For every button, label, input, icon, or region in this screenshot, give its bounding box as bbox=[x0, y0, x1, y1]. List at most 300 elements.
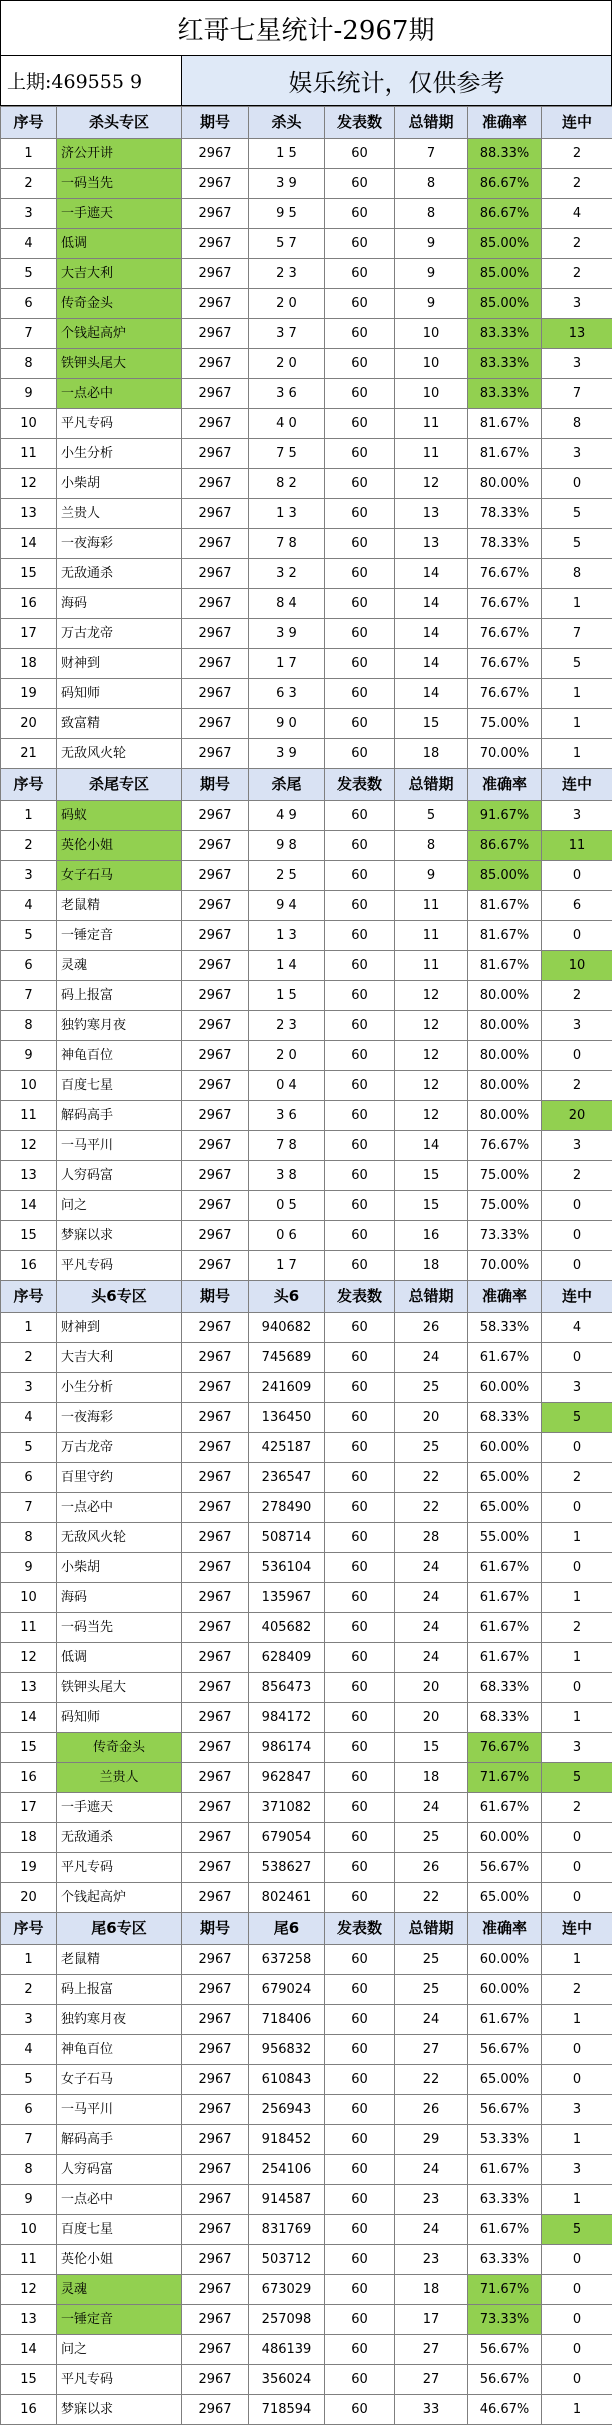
miss-cell: 12 bbox=[395, 1071, 468, 1101]
rank-cell: 7 bbox=[1, 981, 57, 1011]
table-row bbox=[1, 1433, 612, 1463]
period-cell: 2967 bbox=[182, 1433, 249, 1463]
accuracy-cell: 56.67% bbox=[468, 2095, 542, 2125]
pick-cell: 3 9 bbox=[249, 739, 325, 769]
pick-cell: 241609 bbox=[249, 1373, 325, 1403]
rank-cell: 10 bbox=[1, 409, 57, 439]
pick-cell: 984172 bbox=[249, 1703, 325, 1733]
streak-cell: 0 bbox=[542, 1823, 612, 1853]
accuracy-cell: 61.67% bbox=[468, 1793, 542, 1823]
pick-cell: 4 9 bbox=[249, 801, 325, 831]
name-cell: 英伦小姐 bbox=[57, 2245, 182, 2275]
count-cell: 60 bbox=[325, 2335, 395, 2365]
streak-cell: 2 bbox=[542, 1975, 612, 2005]
table-row bbox=[1, 1703, 612, 1733]
rank-cell: 7 bbox=[1, 1493, 57, 1523]
count-cell: 60 bbox=[325, 981, 395, 1011]
count-cell: 60 bbox=[325, 1251, 395, 1281]
period-cell: 2967 bbox=[182, 2275, 249, 2305]
accuracy-cell: 58.33% bbox=[468, 1313, 542, 1343]
name-cell: 大吉大利 bbox=[57, 259, 182, 289]
pick-cell: 7 5 bbox=[249, 439, 325, 469]
miss-cell: 14 bbox=[395, 679, 468, 709]
miss-cell: 14 bbox=[395, 619, 468, 649]
accuracy-cell: 56.67% bbox=[468, 2035, 542, 2065]
streak-cell: 2 bbox=[542, 169, 612, 199]
table-row bbox=[1, 1853, 612, 1883]
count-cell: 60 bbox=[325, 1373, 395, 1403]
period-cell: 2967 bbox=[182, 2185, 249, 2215]
table-row bbox=[1, 1823, 612, 1853]
name-cell: 人穷码富 bbox=[57, 2155, 182, 2185]
rank-cell: 10 bbox=[1, 1071, 57, 1101]
accuracy-cell: 61.67% bbox=[468, 1553, 542, 1583]
miss-cell: 18 bbox=[395, 2275, 468, 2305]
name-cell: 问之 bbox=[57, 1191, 182, 1221]
rank-cell: 17 bbox=[1, 619, 57, 649]
count-cell: 60 bbox=[325, 1403, 395, 1433]
accuracy-cell: 71.67% bbox=[468, 2275, 542, 2305]
section-header-row bbox=[1, 769, 612, 801]
accuracy-cell: 60.00% bbox=[468, 1433, 542, 1463]
accuracy-cell: 60.00% bbox=[468, 1823, 542, 1853]
pick-cell: 628409 bbox=[249, 1643, 325, 1673]
pick-cell: 508714 bbox=[249, 1523, 325, 1553]
count-cell: 60 bbox=[325, 229, 395, 259]
miss-cell: 8 bbox=[395, 831, 468, 861]
count-cell: 60 bbox=[325, 2305, 395, 2335]
miss-cell: 33 bbox=[395, 2395, 468, 2425]
name-cell: 低调 bbox=[57, 1643, 182, 1673]
period-cell: 2967 bbox=[182, 439, 249, 469]
table-row bbox=[1, 2125, 612, 2155]
table-row bbox=[1, 199, 612, 229]
rank-cell: 11 bbox=[1, 439, 57, 469]
streak-cell: 0 bbox=[542, 2065, 612, 2095]
pick-cell: 9 8 bbox=[249, 831, 325, 861]
accuracy-cell: 83.33% bbox=[468, 349, 542, 379]
accuracy-cell: 80.00% bbox=[468, 1071, 542, 1101]
streak-cell: 0 bbox=[542, 1673, 612, 1703]
pick-cell: 679024 bbox=[249, 1975, 325, 2005]
period-cell: 2967 bbox=[182, 169, 249, 199]
table-row bbox=[1, 289, 612, 319]
accuracy-cell: 81.67% bbox=[468, 921, 542, 951]
name-cell: 神龟百位 bbox=[57, 1041, 182, 1071]
accuracy-cell: 81.67% bbox=[468, 951, 542, 981]
column-header: 连中 bbox=[542, 107, 612, 139]
rank-cell: 18 bbox=[1, 649, 57, 679]
count-cell: 60 bbox=[325, 1643, 395, 1673]
name-cell: 码上报富 bbox=[57, 1975, 182, 2005]
column-header: 总错期 bbox=[395, 107, 468, 139]
pick-cell: 1 3 bbox=[249, 921, 325, 951]
miss-cell: 24 bbox=[395, 2215, 468, 2245]
pick-cell: 7 8 bbox=[249, 529, 325, 559]
miss-cell: 11 bbox=[395, 951, 468, 981]
period-cell: 2967 bbox=[182, 2125, 249, 2155]
miss-cell: 11 bbox=[395, 921, 468, 951]
miss-cell: 13 bbox=[395, 499, 468, 529]
name-cell: 万古龙帝 bbox=[57, 1433, 182, 1463]
accuracy-cell: 80.00% bbox=[468, 1041, 542, 1071]
column-header: 杀尾 bbox=[249, 769, 325, 801]
rank-cell: 13 bbox=[1, 1673, 57, 1703]
name-cell: 灵魂 bbox=[57, 951, 182, 981]
streak-cell: 4 bbox=[542, 199, 612, 229]
accuracy-cell: 78.33% bbox=[468, 499, 542, 529]
miss-cell: 12 bbox=[395, 469, 468, 499]
miss-cell: 24 bbox=[395, 1613, 468, 1643]
pick-cell: 3 9 bbox=[249, 169, 325, 199]
miss-cell: 14 bbox=[395, 559, 468, 589]
count-cell: 60 bbox=[325, 1673, 395, 1703]
streak-cell: 0 bbox=[542, 469, 612, 499]
accuracy-cell: 75.00% bbox=[468, 709, 542, 739]
count-cell: 60 bbox=[325, 2155, 395, 2185]
period-cell: 2967 bbox=[182, 2005, 249, 2035]
count-cell: 60 bbox=[325, 349, 395, 379]
period-cell: 2967 bbox=[182, 1975, 249, 2005]
streak-cell: 0 bbox=[542, 2275, 612, 2305]
miss-cell: 10 bbox=[395, 349, 468, 379]
name-cell: 铁钾头尾大 bbox=[57, 349, 182, 379]
streak-cell: 3 bbox=[542, 1011, 612, 1041]
pick-cell: 503712 bbox=[249, 2245, 325, 2275]
rank-cell: 11 bbox=[1, 1101, 57, 1131]
accuracy-cell: 75.00% bbox=[468, 1161, 542, 1191]
column-header: 期号 bbox=[182, 769, 249, 801]
period-cell: 2967 bbox=[182, 649, 249, 679]
count-cell: 60 bbox=[325, 2215, 395, 2245]
accuracy-cell: 65.00% bbox=[468, 1463, 542, 1493]
miss-cell: 18 bbox=[395, 1763, 468, 1793]
name-cell: 百里守约 bbox=[57, 1463, 182, 1493]
pick-cell: 679054 bbox=[249, 1823, 325, 1853]
rank-cell: 21 bbox=[1, 739, 57, 769]
accuracy-cell: 81.67% bbox=[468, 439, 542, 469]
miss-cell: 5 bbox=[395, 801, 468, 831]
streak-cell: 4 bbox=[542, 1313, 612, 1343]
accuracy-cell: 81.67% bbox=[468, 891, 542, 921]
count-cell: 60 bbox=[325, 1131, 395, 1161]
name-cell: 人穷码富 bbox=[57, 1161, 182, 1191]
table-row bbox=[1, 1191, 612, 1221]
rank-cell: 19 bbox=[1, 679, 57, 709]
accuracy-cell: 73.33% bbox=[468, 2305, 542, 2335]
rank-cell: 13 bbox=[1, 499, 57, 529]
count-cell: 60 bbox=[325, 891, 395, 921]
period-cell: 2967 bbox=[182, 409, 249, 439]
count-cell: 60 bbox=[325, 1793, 395, 1823]
rank-cell: 8 bbox=[1, 349, 57, 379]
period-cell: 2967 bbox=[182, 1523, 249, 1553]
pick-cell: 1 5 bbox=[249, 139, 325, 169]
streak-cell: 1 bbox=[542, 2125, 612, 2155]
accuracy-cell: 65.00% bbox=[468, 1493, 542, 1523]
rank-cell: 15 bbox=[1, 559, 57, 589]
period-cell: 2967 bbox=[182, 2365, 249, 2395]
count-cell: 60 bbox=[325, 709, 395, 739]
accuracy-cell: 76.67% bbox=[468, 589, 542, 619]
period-cell: 2967 bbox=[182, 229, 249, 259]
streak-cell: 1 bbox=[542, 2005, 612, 2035]
accuracy-cell: 75.00% bbox=[468, 1191, 542, 1221]
pick-cell: 2 0 bbox=[249, 289, 325, 319]
rank-cell: 16 bbox=[1, 2395, 57, 2425]
section-header-row bbox=[1, 1913, 612, 1945]
accuracy-cell: 56.67% bbox=[468, 1853, 542, 1883]
table-row bbox=[1, 1673, 612, 1703]
pick-cell: 3 2 bbox=[249, 559, 325, 589]
accuracy-cell: 85.00% bbox=[468, 289, 542, 319]
accuracy-cell: 80.00% bbox=[468, 1101, 542, 1131]
section-header-row bbox=[1, 1281, 612, 1313]
streak-cell: 0 bbox=[542, 861, 612, 891]
column-header: 准确率 bbox=[468, 1913, 542, 1945]
accuracy-cell: 61.67% bbox=[468, 1583, 542, 1613]
name-cell: 解码高手 bbox=[57, 2125, 182, 2155]
pick-cell: 9 4 bbox=[249, 891, 325, 921]
accuracy-cell: 80.00% bbox=[468, 1011, 542, 1041]
count-cell: 60 bbox=[325, 831, 395, 861]
accuracy-cell: 86.67% bbox=[468, 169, 542, 199]
name-cell: 女子石马 bbox=[57, 2065, 182, 2095]
pick-cell: 0 4 bbox=[249, 1071, 325, 1101]
streak-cell: 0 bbox=[542, 2335, 612, 2365]
name-cell: 平凡专码 bbox=[57, 409, 182, 439]
count-cell: 60 bbox=[325, 2365, 395, 2395]
pick-cell: 718406 bbox=[249, 2005, 325, 2035]
table-row bbox=[1, 2185, 612, 2215]
period-cell: 2967 bbox=[182, 1945, 249, 1975]
rank-cell: 15 bbox=[1, 2365, 57, 2395]
rank-cell: 3 bbox=[1, 199, 57, 229]
name-cell: 一锤定音 bbox=[57, 2305, 182, 2335]
name-cell: 海码 bbox=[57, 1583, 182, 1613]
streak-cell: 0 bbox=[542, 1343, 612, 1373]
period-cell: 2967 bbox=[182, 1673, 249, 1703]
period-cell: 2967 bbox=[182, 951, 249, 981]
accuracy-cell: 61.67% bbox=[468, 1643, 542, 1673]
miss-cell: 17 bbox=[395, 2305, 468, 2335]
accuracy-cell: 76.67% bbox=[468, 1131, 542, 1161]
miss-cell: 25 bbox=[395, 1433, 468, 1463]
name-cell: 财神到 bbox=[57, 649, 182, 679]
streak-cell: 2 bbox=[542, 1793, 612, 1823]
period-cell: 2967 bbox=[182, 2335, 249, 2365]
name-cell: 码上报富 bbox=[57, 981, 182, 1011]
miss-cell: 28 bbox=[395, 1523, 468, 1553]
period-cell: 2967 bbox=[182, 1553, 249, 1583]
pick-cell: 3 8 bbox=[249, 1161, 325, 1191]
table-row bbox=[1, 319, 612, 349]
period-cell: 2967 bbox=[182, 801, 249, 831]
miss-cell: 24 bbox=[395, 1583, 468, 1613]
streak-cell: 7 bbox=[542, 379, 612, 409]
accuracy-cell: 76.67% bbox=[468, 1733, 542, 1763]
rank-cell: 14 bbox=[1, 1703, 57, 1733]
name-cell: 灵魂 bbox=[57, 2275, 182, 2305]
period-cell: 2967 bbox=[182, 619, 249, 649]
table-row bbox=[1, 861, 612, 891]
table-row bbox=[1, 1523, 612, 1553]
count-cell: 60 bbox=[325, 1433, 395, 1463]
table-row bbox=[1, 1313, 612, 1343]
period-cell: 2967 bbox=[182, 1101, 249, 1131]
column-header: 总错期 bbox=[395, 769, 468, 801]
table-row bbox=[1, 1733, 612, 1763]
streak-cell: 2 bbox=[542, 229, 612, 259]
pick-cell: 257098 bbox=[249, 2305, 325, 2335]
name-cell: 一马平川 bbox=[57, 1131, 182, 1161]
name-cell: 一锤定音 bbox=[57, 921, 182, 951]
period-cell: 2967 bbox=[182, 1733, 249, 1763]
name-cell: 平凡专码 bbox=[57, 1251, 182, 1281]
rank-cell: 3 bbox=[1, 2005, 57, 2035]
rank-cell: 1 bbox=[1, 1945, 57, 1975]
accuracy-cell: 63.33% bbox=[468, 2245, 542, 2275]
accuracy-cell: 76.67% bbox=[468, 559, 542, 589]
accuracy-cell: 83.33% bbox=[468, 379, 542, 409]
streak-cell: 1 bbox=[542, 1583, 612, 1613]
rank-cell: 8 bbox=[1, 2155, 57, 2185]
rank-cell: 15 bbox=[1, 1221, 57, 1251]
streak-cell: 1 bbox=[542, 2395, 612, 2425]
rank-cell: 9 bbox=[1, 379, 57, 409]
count-cell: 60 bbox=[325, 1853, 395, 1883]
pick-cell: 856473 bbox=[249, 1673, 325, 1703]
count-cell: 60 bbox=[325, 1463, 395, 1493]
accuracy-cell: 76.67% bbox=[468, 649, 542, 679]
period-cell: 2967 bbox=[182, 1041, 249, 1071]
column-header: 连中 bbox=[542, 1281, 612, 1313]
count-cell: 60 bbox=[325, 1823, 395, 1853]
miss-cell: 24 bbox=[395, 2155, 468, 2185]
name-cell: 无敌通杀 bbox=[57, 559, 182, 589]
rank-cell: 14 bbox=[1, 2335, 57, 2365]
name-cell: 一夜海彩 bbox=[57, 1403, 182, 1433]
count-cell: 60 bbox=[325, 439, 395, 469]
name-cell: 解码高手 bbox=[57, 1101, 182, 1131]
accuracy-cell: 78.33% bbox=[468, 529, 542, 559]
column-header: 期号 bbox=[182, 1281, 249, 1313]
accuracy-cell: 85.00% bbox=[468, 259, 542, 289]
rank-cell: 6 bbox=[1, 289, 57, 319]
column-header: 序号 bbox=[1, 1913, 57, 1945]
period-cell: 2967 bbox=[182, 1883, 249, 1913]
accuracy-cell: 55.00% bbox=[468, 1523, 542, 1553]
rank-cell: 13 bbox=[1, 2305, 57, 2335]
streak-cell: 0 bbox=[542, 1191, 612, 1221]
accuracy-cell: 61.67% bbox=[468, 2005, 542, 2035]
table-row bbox=[1, 2005, 612, 2035]
table-row bbox=[1, 1041, 612, 1071]
streak-cell: 11 bbox=[542, 831, 612, 861]
accuracy-cell: 56.67% bbox=[468, 2365, 542, 2395]
count-cell: 60 bbox=[325, 1553, 395, 1583]
pick-cell: 956832 bbox=[249, 2035, 325, 2065]
period-cell: 2967 bbox=[182, 981, 249, 1011]
rank-cell: 5 bbox=[1, 1433, 57, 1463]
miss-cell: 9 bbox=[395, 259, 468, 289]
pick-cell: 425187 bbox=[249, 1433, 325, 1463]
accuracy-cell: 65.00% bbox=[468, 1883, 542, 1913]
streak-cell: 1 bbox=[542, 1703, 612, 1733]
column-header: 发表数 bbox=[325, 1281, 395, 1313]
table-row bbox=[1, 1343, 612, 1373]
name-cell: 独钓寒月夜 bbox=[57, 2005, 182, 2035]
count-cell: 60 bbox=[325, 1041, 395, 1071]
miss-cell: 26 bbox=[395, 2095, 468, 2125]
name-cell: 码知师 bbox=[57, 679, 182, 709]
rank-cell: 4 bbox=[1, 891, 57, 921]
period-cell: 2967 bbox=[182, 831, 249, 861]
pick-cell: 1 3 bbox=[249, 499, 325, 529]
name-cell: 一码当先 bbox=[57, 1613, 182, 1643]
table-row bbox=[1, 1011, 612, 1041]
streak-cell: 0 bbox=[542, 921, 612, 951]
streak-cell: 0 bbox=[542, 2035, 612, 2065]
name-cell: 传奇金头 bbox=[57, 1733, 182, 1763]
table-row bbox=[1, 1251, 612, 1281]
rank-cell: 9 bbox=[1, 2185, 57, 2215]
pick-cell: 9 0 bbox=[249, 709, 325, 739]
miss-cell: 22 bbox=[395, 1463, 468, 1493]
table-row bbox=[1, 1945, 612, 1975]
count-cell: 60 bbox=[325, 619, 395, 649]
name-cell: 无敌风火轮 bbox=[57, 1523, 182, 1553]
count-cell: 60 bbox=[325, 2125, 395, 2155]
name-cell: 低调 bbox=[57, 229, 182, 259]
miss-cell: 9 bbox=[395, 289, 468, 319]
period-cell: 2967 bbox=[182, 1763, 249, 1793]
count-cell: 60 bbox=[325, 1161, 395, 1191]
streak-cell: 13 bbox=[542, 319, 612, 349]
table-row bbox=[1, 349, 612, 379]
miss-cell: 22 bbox=[395, 2065, 468, 2095]
table-row bbox=[1, 1883, 612, 1913]
pick-cell: 0 6 bbox=[249, 1221, 325, 1251]
column-header: 发表数 bbox=[325, 107, 395, 139]
disclaimer-banner: 娱乐统计，仅供参考 bbox=[182, 56, 611, 106]
miss-cell: 9 bbox=[395, 861, 468, 891]
miss-cell: 25 bbox=[395, 1823, 468, 1853]
rank-cell: 2 bbox=[1, 831, 57, 861]
section-header-row bbox=[1, 107, 612, 139]
table-row bbox=[1, 1403, 612, 1433]
table-row bbox=[1, 619, 612, 649]
table-row bbox=[1, 1373, 612, 1403]
column-header: 序号 bbox=[1, 769, 57, 801]
page-title: 红哥七星统计-2967期 bbox=[0, 0, 612, 56]
period-cell: 2967 bbox=[182, 469, 249, 499]
table-row bbox=[1, 2035, 612, 2065]
rank-cell: 12 bbox=[1, 2275, 57, 2305]
period-cell: 2967 bbox=[182, 2155, 249, 2185]
accuracy-cell: 60.00% bbox=[468, 1373, 542, 1403]
rank-cell: 3 bbox=[1, 861, 57, 891]
accuracy-cell: 86.67% bbox=[468, 199, 542, 229]
miss-cell: 18 bbox=[395, 1251, 468, 1281]
period-cell: 2967 bbox=[182, 891, 249, 921]
pick-cell: 918452 bbox=[249, 2125, 325, 2155]
period-cell: 2967 bbox=[182, 1403, 249, 1433]
stats-table-body bbox=[1, 107, 612, 2425]
rank-cell: 6 bbox=[1, 2095, 57, 2125]
count-cell: 60 bbox=[325, 1733, 395, 1763]
pick-cell: 536104 bbox=[249, 1553, 325, 1583]
